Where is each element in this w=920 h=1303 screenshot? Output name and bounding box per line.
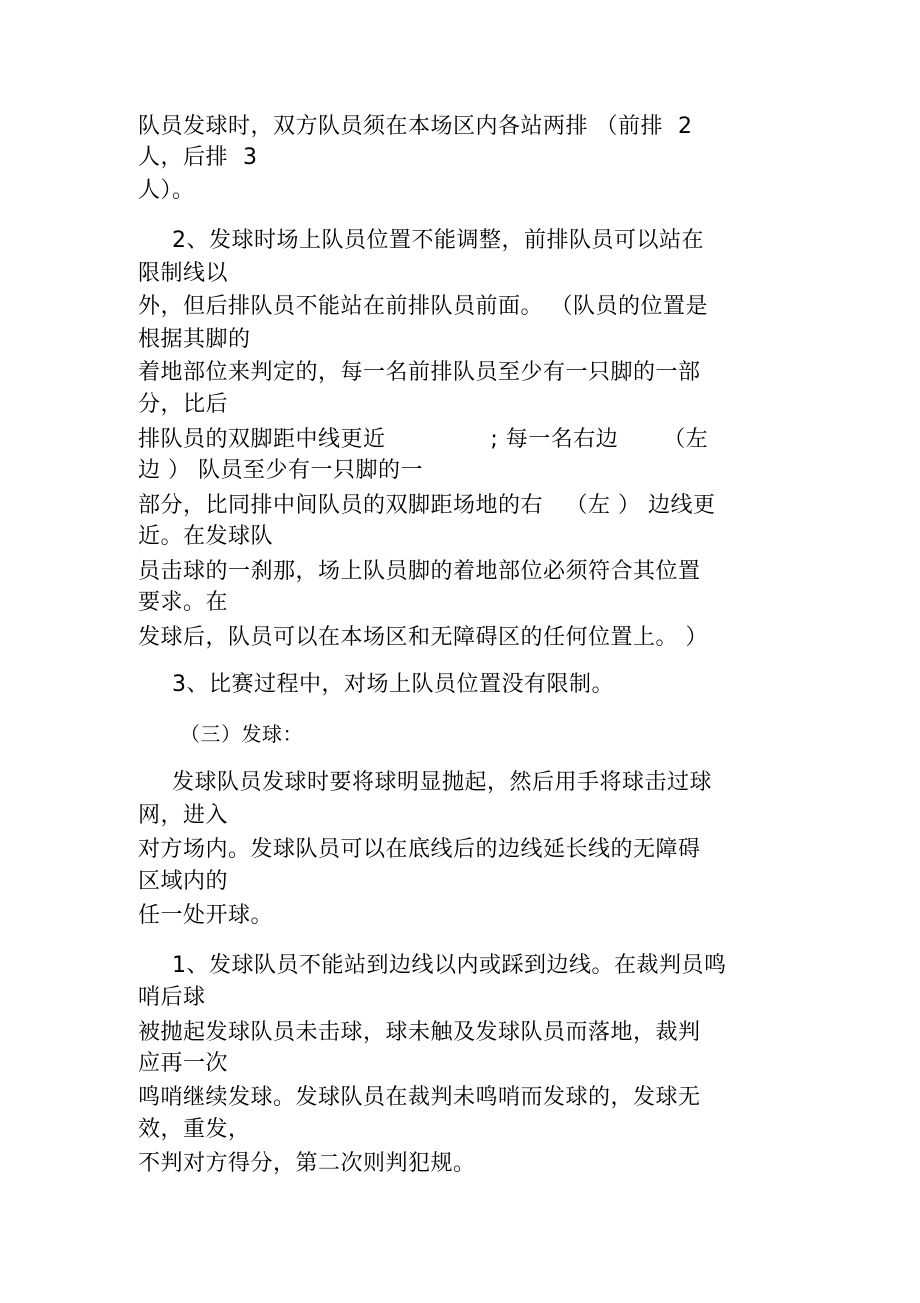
text-line: 部分，比同排中间队员的双脚距场地的右 （左 ） 边线更: [138, 493, 716, 518]
text-line: 区域内的: [138, 869, 229, 894]
text-line: 人，后排 3: [138, 145, 258, 170]
text-line: 发球队员发球时要将球明显抛起，然后用手将球击过球: [172, 770, 713, 795]
text-line: 人）。: [138, 178, 195, 203]
text-line: 不判对方得分，第二次则判犯规。: [138, 1151, 476, 1176]
text-line: 要求。在: [138, 590, 229, 615]
text-line: 效，重发，: [138, 1117, 251, 1142]
text-line: 鸣哨继续发球。发球队员在裁判未鸣哨而发球的，发球无: [138, 1085, 701, 1110]
text-line: 对方场内。发球队员可以在底线后的边线延长线的无障碍: [138, 837, 701, 862]
text-line: 员击球的一刹那，场上队员脚的着地部位必须符合其位置: [138, 559, 701, 584]
text-line: 边 ） 队员至少有一只脚的一: [138, 458, 423, 483]
text-line: 任一处开球。: [138, 903, 274, 928]
text-line: 应再一次: [138, 1051, 229, 1076]
text-line: 根据其脚的: [138, 327, 251, 352]
text-line: 分，比后: [138, 392, 229, 417]
text-line: 外，但后排队员不能站在前排队员前面。 （队员的位置是: [138, 294, 708, 319]
text-line: 近。在发球队: [138, 524, 274, 549]
section-heading: （三）发球：: [180, 722, 303, 746]
text-line: 被抛起发球队员未击球，球未触及发球队员而落地，裁判: [138, 1020, 701, 1045]
text-line: 1、发球队员不能站到边线以内或踩到边线。在裁判员鸣: [172, 953, 727, 978]
text-line: 排队员的双脚距中线更近 ; 每一名右边 （左: [138, 427, 709, 452]
text-line: 队员发球时，双方队员须在本场区内各站两排 （前排 2: [138, 114, 693, 139]
text-line: 着地部位来判定的，每一名前排队员至少有一只脚的一部: [138, 360, 701, 385]
text-line: 2、发球时场上队员位置不能调整，前排队员可以站在: [172, 228, 704, 253]
text-line: 发球后，队员可以在本场区和无障碍区的任何位置上。 ）: [138, 625, 708, 650]
text-line: 网，进入: [138, 803, 229, 828]
text-line: 3、比赛过程中，对场上队员位置没有限制。: [172, 672, 614, 697]
text-line: 限制线以: [138, 261, 229, 286]
text-line: 哨后球: [138, 985, 206, 1010]
